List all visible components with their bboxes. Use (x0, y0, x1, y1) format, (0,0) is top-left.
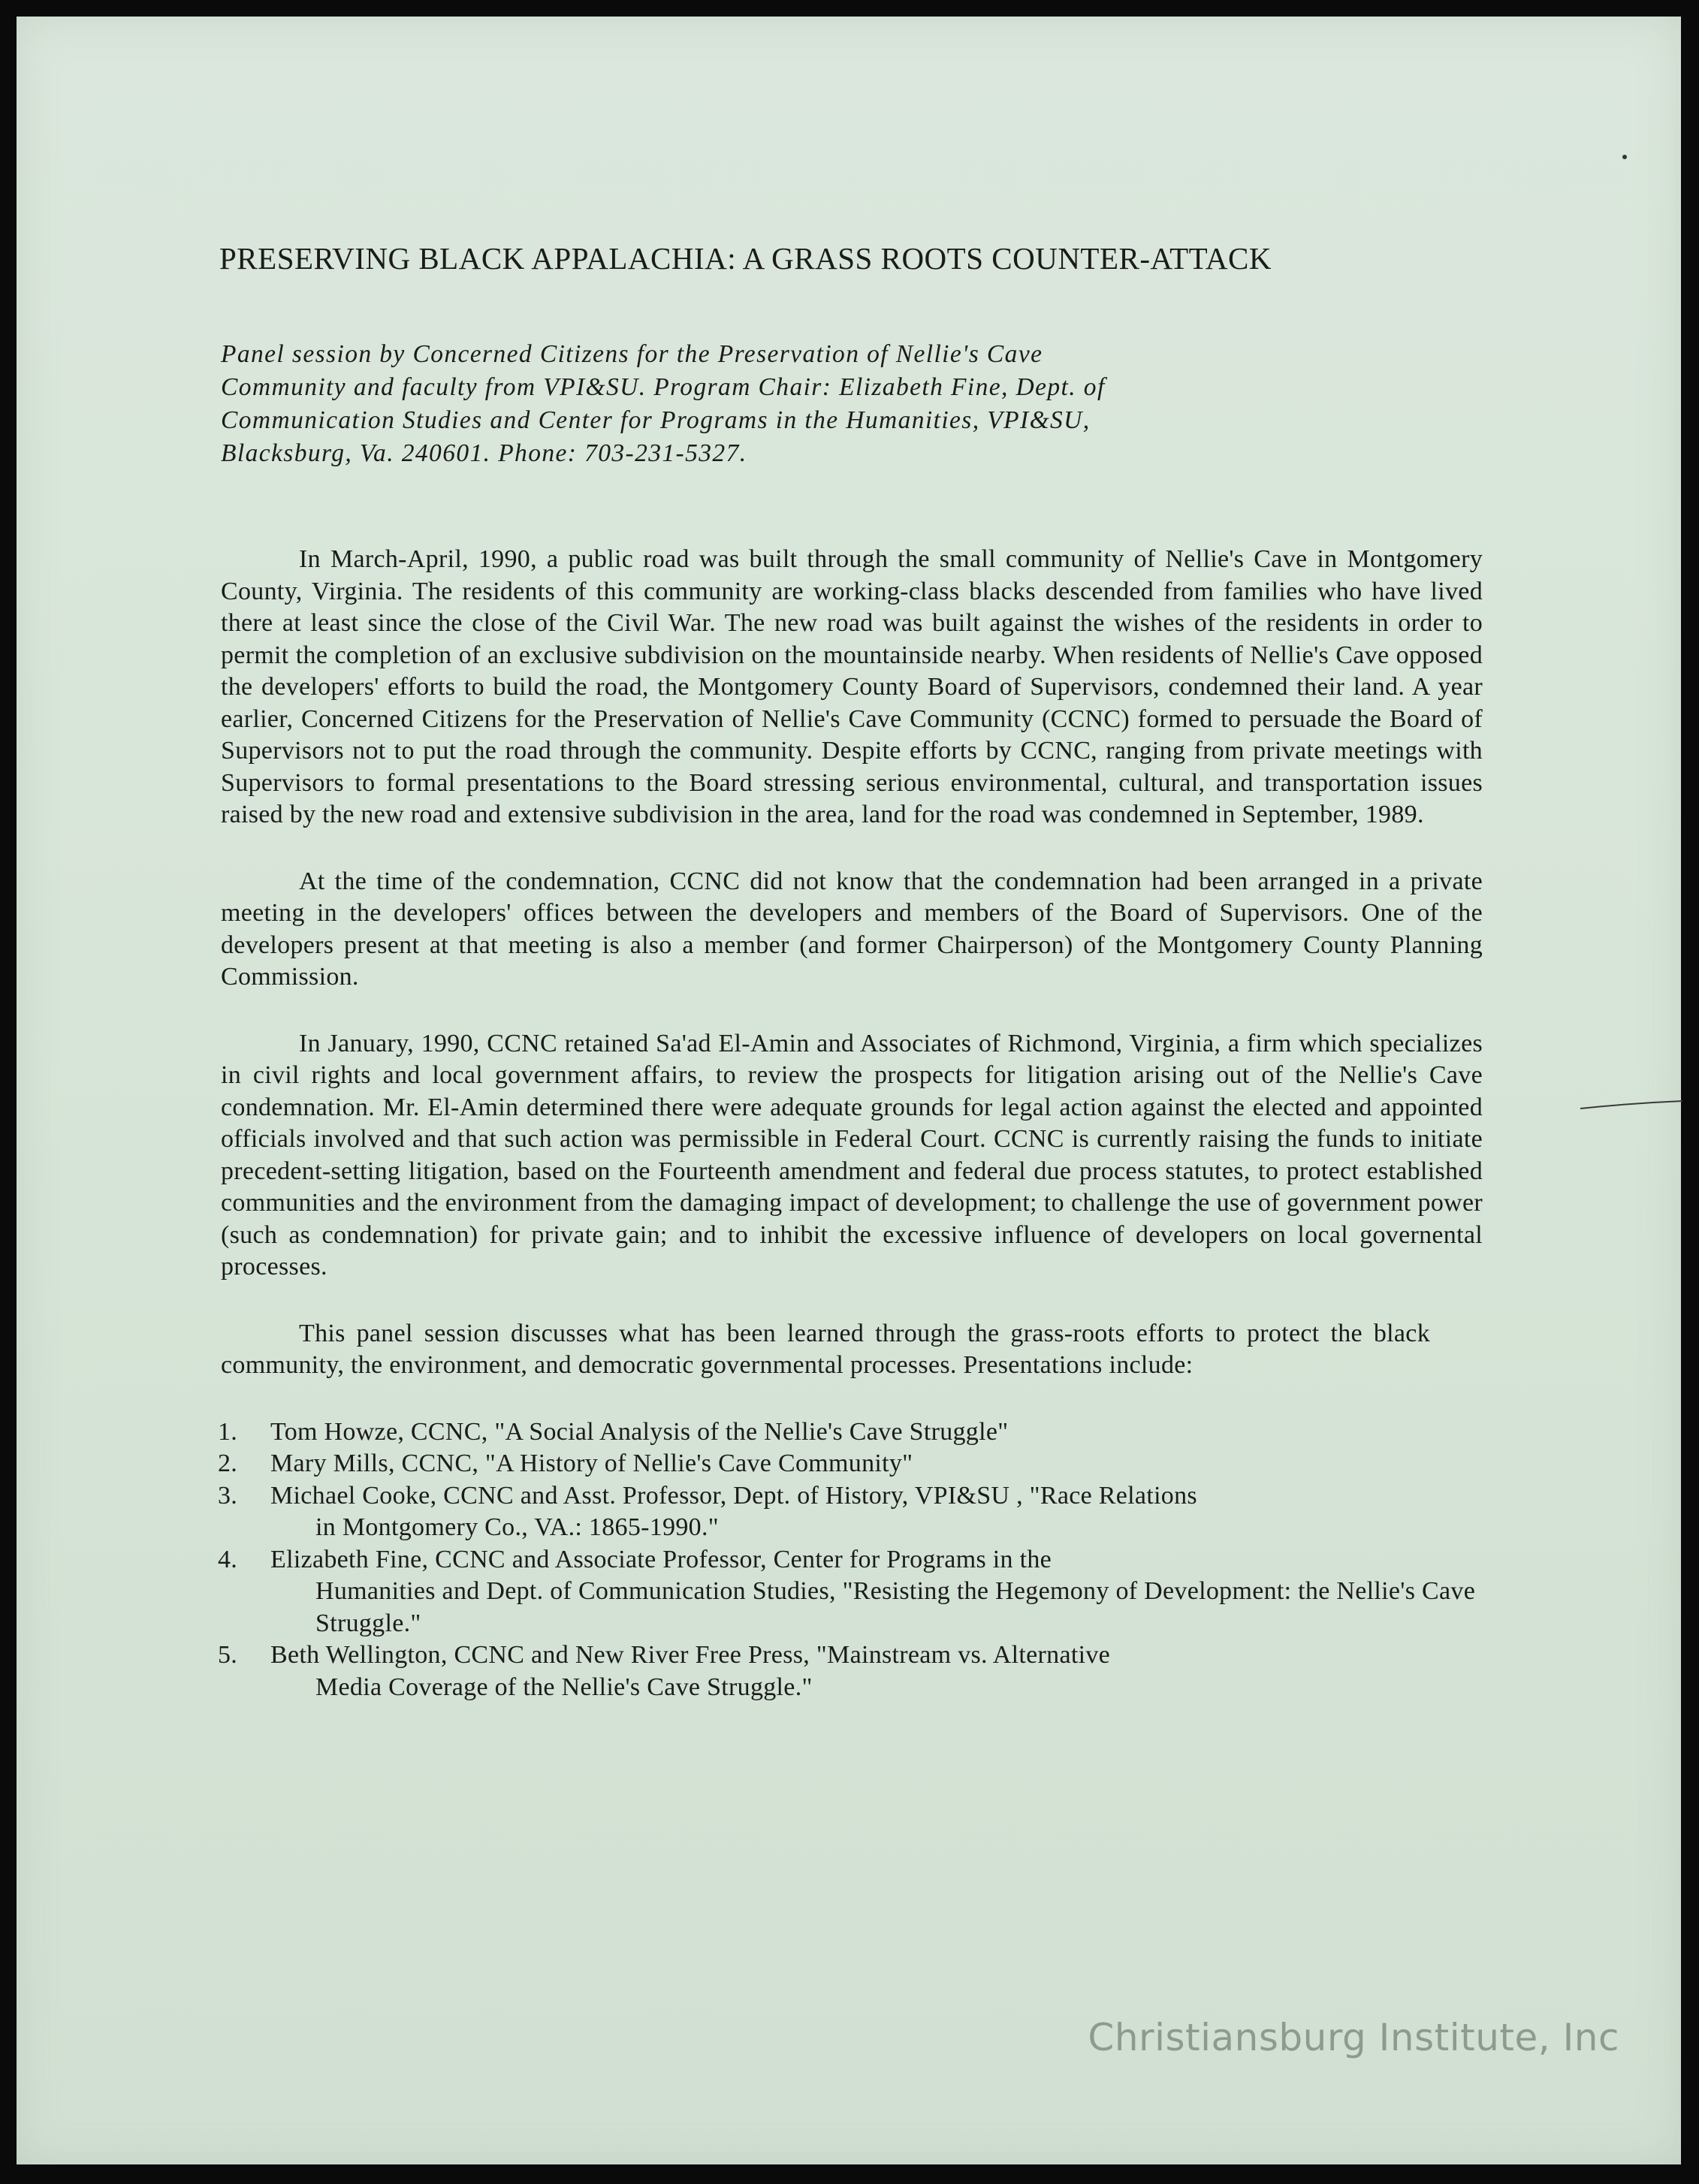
list-item-number: 3. (218, 1481, 238, 1510)
list-item-text (270, 1448, 1510, 1480)
list-item-number: 4. (218, 1545, 238, 1573)
list-item-line: Mary Mills, CCNC, "A History of Nellie's Cave Community" (270, 1449, 913, 1477)
paragraph-litigation: In January, 1990, CCNC retained Sa'ad El-Amin and Associates of Richmond, Virginia, a firm which specializes in civil rights and local government affairs, to review the prospects for litigation arising out of the Nellie's Cave condemnation. Mr. El-Amin determined there were adequate grounds for legal action against the elected and appointed officials involved and that such action was permissible in Federal Court. CCNC is currently raising the funds to initiate precedent-setting litigation, based on the Fourteenth amendment and federal due process statutes, to protect established communities and the environment from the damaging impact of development; to challenge the use of government power (such as condemnation) for private gain; and to inhibit the excessive influence of developers on local governental processes. (221, 1029, 1483, 1281)
list-item-number: 2. (218, 1449, 238, 1477)
paragraph-condemnation: At the time of the condemnation, CCNC did not know that the condemnation had been arranged in a private meeting in the developers' offices between the developers and members of the Board of Supervisors. One of the developers present at that meeting is also a member (and former Chairperson) of the Montgomery County Planning Commission. (221, 867, 1483, 991)
list-item (218, 1416, 1510, 1449)
session-info-line: Panel session by Concerned Citizens for the Preservation of Nellie's Cave (221, 340, 1043, 368)
document-title: PRESERVING BLACK APPALACHIA: A GRASS ROOTS COUNTER-ATTACK (219, 241, 1272, 276)
list-item-line: Elizabeth Fine, CCNC and Associate Professor, Center for Programs in the (270, 1545, 1052, 1573)
list-item-continuation: Humanities and Dept. of Communication Studies, "Resisting the Hegemony of Development: the Nellie's Cave Struggle." (315, 1577, 1476, 1637)
list-item-text (270, 1544, 1510, 1640)
watermark: Christiansburg Institute, Inc (1088, 2016, 1619, 2059)
list-item (218, 1640, 1510, 1703)
presentations-list (218, 1416, 1510, 1704)
session-info-line: Community and faculty from VPI&SU. Program Chair: Elizabeth Fine, Dept. of (221, 373, 1106, 401)
list-item-line: Beth Wellington, CCNC and New River Free Press, "Mainstream vs. Alternative (270, 1641, 1111, 1669)
list-item-number: 1. (218, 1417, 238, 1446)
list-item (218, 1448, 1510, 1480)
session-info (221, 338, 1453, 470)
paragraph-panel-session: This panel session discusses what has been learned through the grass-roots efforts to protect the black community, the environment, and democratic governmental processes. Presentations include: (221, 1319, 1430, 1379)
session-info-line: Communication Studies and Center for Programs in the Humanities, VPI&SU, (221, 406, 1091, 434)
session-info-line: Blacksburg, Va. 240601. Phone: 703-231-5327. (221, 439, 747, 467)
list-item-text (270, 1416, 1510, 1449)
paragraph-road-construction: In March-April, 1990, a public road was built through the small community of Nellie's Cave in Montgomery County, Virginia. The residents of this community are working-class blacks descended from families who have lived there at least since the close of the Civil War. The new road was built against the wishes of the residents in order to permit the completion of an exclusive subdivision on the mountainside nearby. When residents of Nellie's Cave opposed the developers' efforts to build the road, the Montgomery County Board of Supervisors, condemned their land. A year earlier, Concerned Citizens for the Preservation of Nellie's Cave Community (CCNC) formed to persuade the Board of Supervisors not to put the road through the community. Despite efforts by CCNC, ranging from private meetings with Supervisors to formal presentations to the Board stressing serious environmental, cultural, and transportation issues raised by the new road and extensive subdivision in the area, land for the road was condemned in September, 1989. (221, 545, 1483, 828)
list-item-continuation: in Montgomery Co., VA.: 1865-1990." (315, 1513, 719, 1541)
list-item (218, 1544, 1510, 1640)
list-item-number: 5. (218, 1641, 238, 1669)
ink-dot (1622, 155, 1627, 159)
document-content (204, 240, 1489, 1703)
list-item-text (270, 1480, 1510, 1544)
list-item-line: Michael Cooke, CCNC and Asst. Professor, Dept. of History, VPI&SU , "Race Relations (270, 1481, 1197, 1510)
pen-mark (1579, 1098, 1684, 1113)
list-item-text (270, 1640, 1510, 1703)
list-item-line: Tom Howze, CCNC, "A Social Analysis of the Nellie's Cave Struggle" (270, 1417, 1009, 1446)
list-item (218, 1480, 1510, 1544)
list-item-continuation: Media Coverage of the Nellie's Cave Struggle." (315, 1673, 813, 1701)
